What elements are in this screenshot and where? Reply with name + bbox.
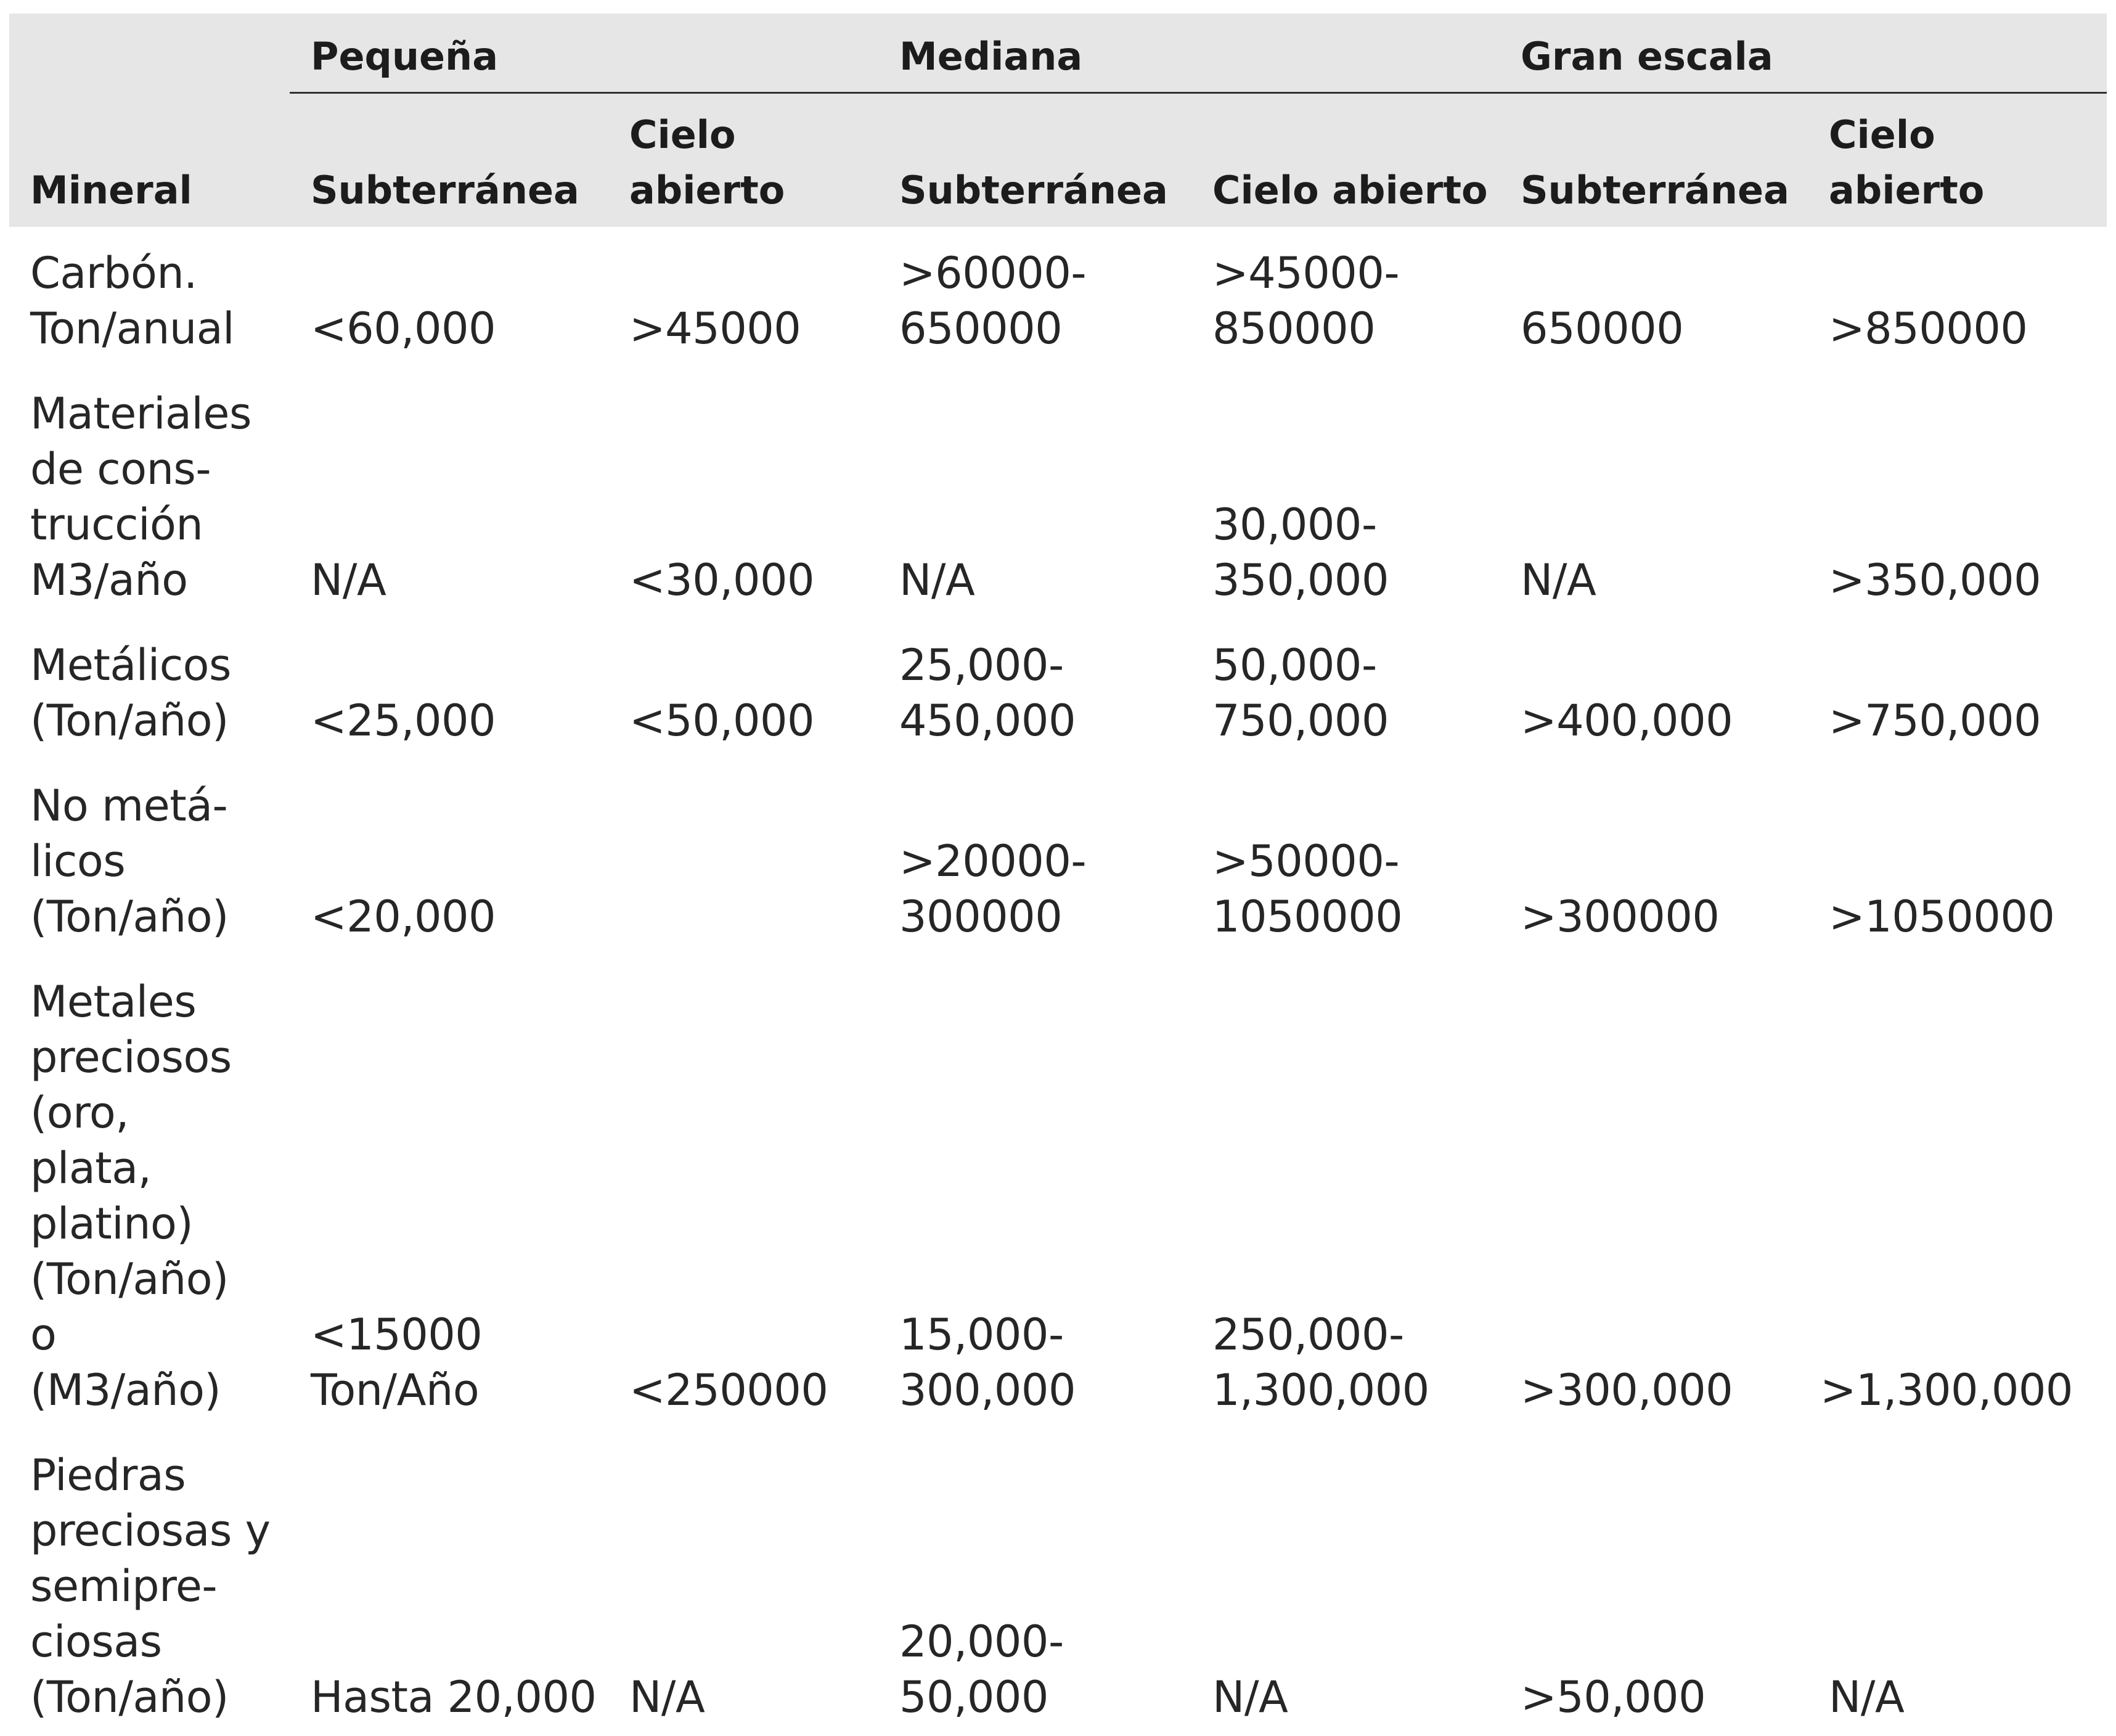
value-cell: 30,000-350,000 xyxy=(1212,499,1389,605)
value-cell: >45000-850000 xyxy=(1212,248,1400,354)
value-cell: <30,000 xyxy=(629,555,815,605)
value-cell: 25,000-450,000 xyxy=(899,640,1076,746)
value-cell: <60,000 xyxy=(311,303,496,354)
header-subcolumn-row xyxy=(9,92,2107,227)
mineral-cell: Carbón. Ton/anual xyxy=(30,248,235,354)
value-cell: N/A xyxy=(1212,1672,1288,1722)
table-row xyxy=(9,760,2107,956)
value-cell: 650000 xyxy=(1521,303,1684,354)
header-group-label: Mediana xyxy=(899,33,1083,79)
value-cell: Hasta 20,000 xyxy=(311,1672,597,1722)
value-cell: >50,000 xyxy=(1521,1672,1706,1722)
table-body xyxy=(9,227,2107,1736)
table-row xyxy=(9,619,2107,760)
mineral-cell: Metálicos (Ton/año) xyxy=(30,640,231,746)
header-group-label: Gran escala xyxy=(1521,33,1773,79)
header-group-mediana xyxy=(878,14,1500,92)
header-subcolumn: Cielo abierto xyxy=(608,92,878,227)
value-cell: <15000 Ton/Año xyxy=(311,1309,483,1415)
value-cell: >350,000 xyxy=(1829,555,2041,605)
header-group-pequena xyxy=(290,14,878,92)
value-cell: N/A xyxy=(629,1672,705,1722)
table-row xyxy=(9,367,2107,619)
mining-scale-table xyxy=(9,14,2107,1736)
header-mineral: Mineral xyxy=(9,92,290,227)
value-cell: >20000-300000 xyxy=(899,836,1087,942)
value-cell: 50,000-750,000 xyxy=(1212,640,1389,746)
table-header xyxy=(9,14,2107,227)
value-cell: N/A xyxy=(899,555,975,605)
mineral-cell: Metales preciosos (oro, plata, platino) (Ton/año) o (M3/año) xyxy=(30,976,232,1415)
header-subcolumn: Subterránea xyxy=(878,92,1191,227)
value-cell: 20,000-50,000 xyxy=(899,1616,1064,1722)
value-cell xyxy=(608,760,878,956)
value-cell: 15,000-300,000 xyxy=(899,1309,1076,1415)
header-group-gran-escala xyxy=(1500,14,2107,92)
header-blank-cell xyxy=(9,14,290,92)
header-subcolumn: Cielo abierto xyxy=(1808,92,2107,227)
table-row xyxy=(9,227,2107,367)
header-group-row xyxy=(9,14,2107,92)
value-cell: >50000-1050000 xyxy=(1212,836,1403,942)
value-cell: >45000 xyxy=(629,303,801,354)
value-cell: >400,000 xyxy=(1521,695,1733,746)
value-cell: N/A xyxy=(1521,555,1596,605)
header-subcolumn: Cielo abierto xyxy=(1191,92,1500,227)
value-cell: 250,000-1,300,000 xyxy=(1212,1309,1429,1415)
mineral-cell: Piedras preciosas y semipre-ciosas (Ton/año) xyxy=(30,1450,271,1722)
value-cell: >300,000 xyxy=(1521,1365,1733,1415)
value-cell: N/A xyxy=(311,555,386,605)
header-subcolumn: Subterránea xyxy=(1500,92,1808,227)
value-cell: <250000 xyxy=(629,1365,828,1415)
value-cell: >300000 xyxy=(1521,891,1720,942)
value-cell: >850000 xyxy=(1829,303,2028,354)
mineral-cell: No metá-licos (Ton/año) xyxy=(30,780,229,942)
value-cell: <20,000 xyxy=(311,891,496,942)
mineral-cell: Materiales de cons-trucción M3/año xyxy=(30,388,251,605)
value-cell: >1,300,000 xyxy=(1820,1365,2073,1415)
table-row xyxy=(9,1429,2107,1736)
value-cell: <25,000 xyxy=(311,695,496,746)
value-cell: >60000-650000 xyxy=(899,248,1087,354)
header-group-label: Pequeña xyxy=(311,33,499,79)
value-cell: N/A xyxy=(1829,1672,1905,1722)
value-cell: >1050000 xyxy=(1829,891,2055,942)
value-cell: >750,000 xyxy=(1829,695,2041,746)
value-cell: <50,000 xyxy=(629,695,815,746)
header-subcolumn: Subterránea xyxy=(290,92,608,227)
table-row xyxy=(9,956,2107,1429)
